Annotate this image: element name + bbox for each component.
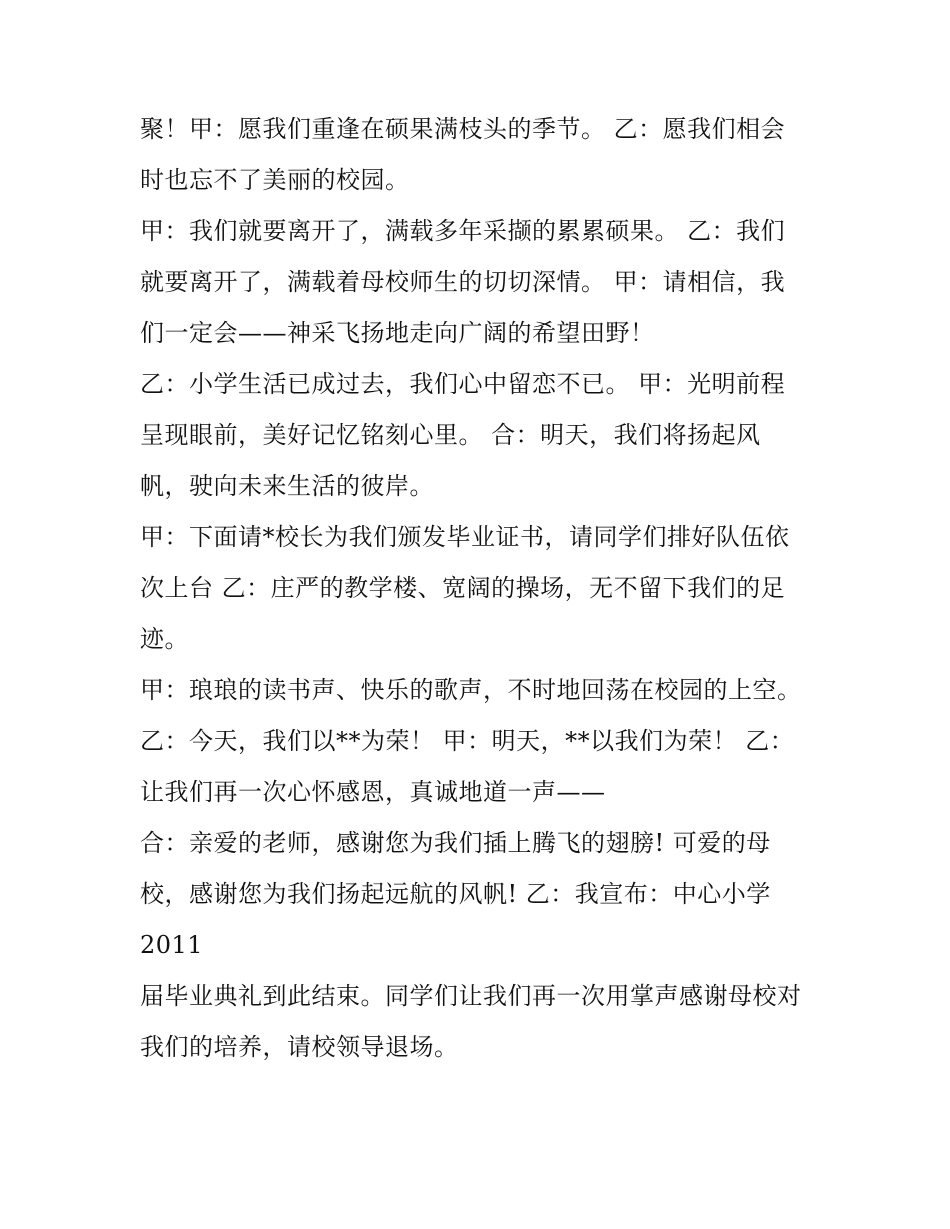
document-body <box>140 104 820 1073</box>
text-line: 就要离开了，满载着母校师生的切切深情。 甲：请相信，我 <box>140 268 786 296</box>
text-line: 时也忘不了美丽的校园。 <box>140 166 410 194</box>
text-line: 乙：今天，我们以**为荣！ 甲：明天，**以我们为荣！ 乙： <box>140 727 795 755</box>
text-line: 合：亲爱的老师，感谢您为我们插上腾飞的翅膀! 可爱的母 <box>140 829 771 857</box>
text-line: 次上台 乙：庄严的教学楼、宽阔的操场，无不留下我们的足 <box>140 574 786 602</box>
text-line: 让我们再一次心怀感恩，真诚地道一声—— <box>140 778 606 806</box>
text-line: 甲：琅琅的读书声、快乐的歌声，不时地回荡在校园的上空。 <box>140 676 802 704</box>
text-line: 帆，驶向未来生活的彼岸。 <box>140 472 434 500</box>
text-line: 甲：我们就要离开了，满载多年采撷的累累硕果。 乙：我们 <box>140 217 786 245</box>
text-line: 呈现眼前，美好记忆铭刻心里。 合：明天，我们将扬起风 <box>140 421 761 449</box>
text-line: 我们的培养，请校领导退场。 <box>140 1033 459 1061</box>
text-line: 聚！甲：愿我们重逢在硕果满枝头的季节。 乙：愿我们相会 <box>140 115 786 143</box>
text-line: 迹。 <box>140 625 189 653</box>
text-line: 校，感谢您为我们扬起远航的风帆! 乙：我宣布：中心小学 <box>140 880 771 908</box>
text-line: 届毕业典礼到此结束。同学们让我们再一次用掌声感谢母校对 <box>140 982 802 1010</box>
text-line: 乙：小学生活已成过去，我们心中留恋不已。 甲：光明前程 <box>140 370 786 398</box>
text-line: 甲：下面请*校长为我们颁发毕业证书，请同学们排好队伍依 <box>140 523 790 551</box>
text-line: 2011 <box>140 931 204 959</box>
text-line: 们一定会——神采飞扬地走向广阔的希望田野！ <box>140 319 655 347</box>
